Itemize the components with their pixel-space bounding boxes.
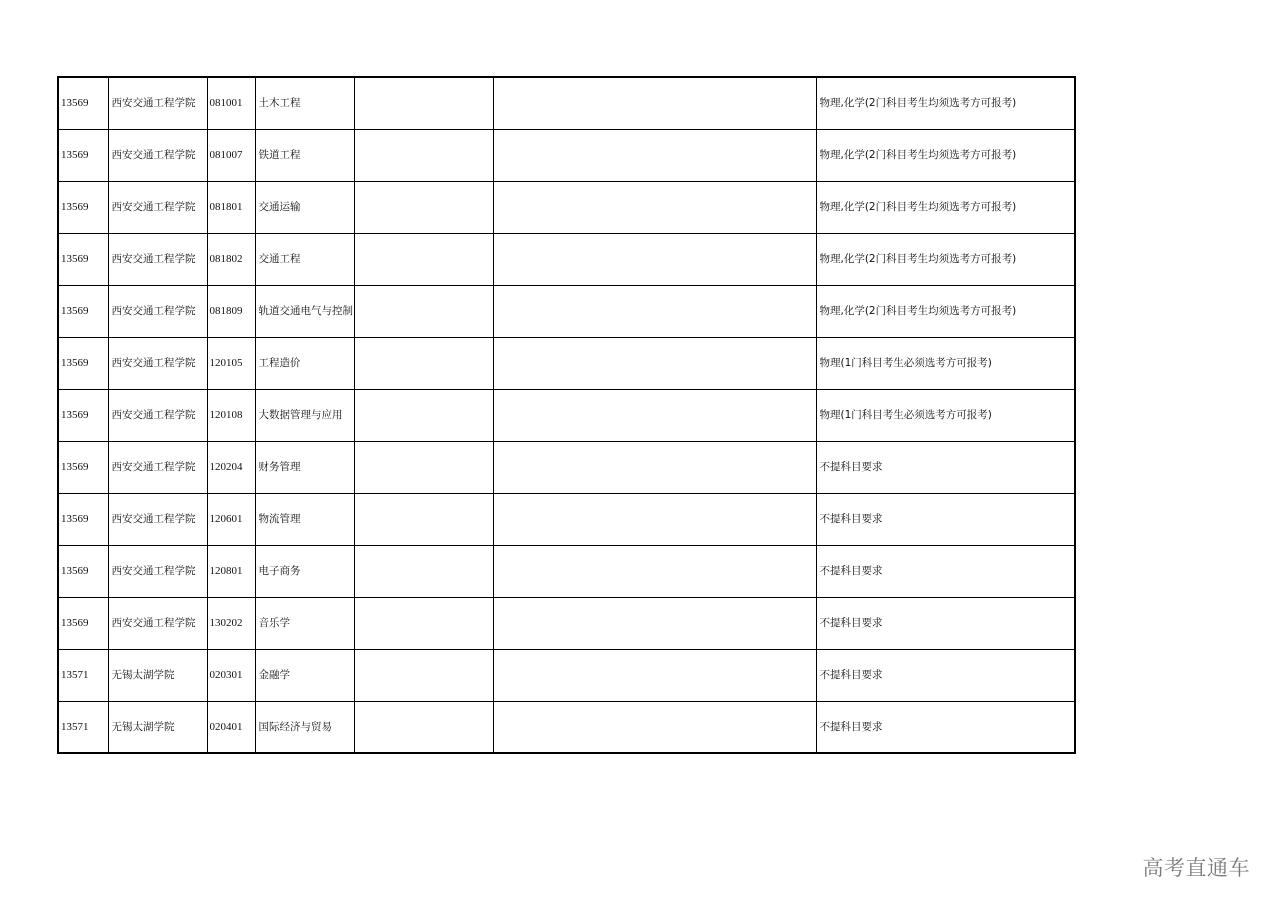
school-name-cell: 西安交通工程学院: [108, 337, 207, 389]
empty-cell: [354, 493, 493, 545]
table-row: [58, 441, 1075, 493]
empty-cell: [354, 233, 493, 285]
empty-cell: [493, 285, 816, 337]
subject-requirement-cell: 物理,化学(2门科目考生均须选考方可报考): [816, 129, 1075, 181]
subject-requirement-cell: 不提科目要求: [816, 649, 1075, 701]
table-row: [58, 545, 1075, 597]
empty-cell: [354, 597, 493, 649]
major-name-cell: 铁道工程: [255, 129, 354, 181]
empty-cell: [493, 701, 816, 753]
major-code-cell: 081007: [207, 129, 255, 181]
empty-cell: [354, 649, 493, 701]
major-name-cell: 工程造价: [255, 337, 354, 389]
table-row: [58, 337, 1075, 389]
empty-cell: [493, 233, 816, 285]
major-code-cell: 081801: [207, 181, 255, 233]
school-name-cell: 无锡太湖学院: [108, 701, 207, 753]
major-name-cell: 轨道交通电气与控制: [255, 285, 354, 337]
subject-requirement-cell: 物理(1门科目考生必须选考方可报考): [816, 337, 1075, 389]
table-row: [58, 597, 1075, 649]
subject-requirements-table: [57, 76, 1076, 754]
school-code-cell: 13569: [58, 597, 108, 649]
empty-cell: [493, 493, 816, 545]
school-name-cell: 西安交通工程学院: [108, 493, 207, 545]
major-name-cell: 财务管理: [255, 441, 354, 493]
major-code-cell: 081802: [207, 233, 255, 285]
empty-cell: [354, 129, 493, 181]
subject-requirement-cell: 物理,化学(2门科目考生均须选考方可报考): [816, 77, 1075, 129]
table-row: [58, 181, 1075, 233]
major-name-cell: 物流管理: [255, 493, 354, 545]
school-code-cell: 13569: [58, 285, 108, 337]
empty-cell: [354, 545, 493, 597]
major-code-cell: 081809: [207, 285, 255, 337]
subject-requirement-cell: 物理(1门科目考生必须选考方可报考): [816, 389, 1075, 441]
empty-cell: [354, 181, 493, 233]
major-name-cell: 电子商务: [255, 545, 354, 597]
major-name-cell: 交通工程: [255, 233, 354, 285]
school-code-cell: 13569: [58, 493, 108, 545]
school-name-cell: 西安交通工程学院: [108, 545, 207, 597]
subject-requirement-cell: 物理,化学(2门科目考生均须选考方可报考): [816, 181, 1075, 233]
table-body: [58, 77, 1075, 753]
table-row: [58, 701, 1075, 753]
empty-cell: [493, 337, 816, 389]
table-row: [58, 389, 1075, 441]
table-row: [58, 649, 1075, 701]
table-row: [58, 493, 1075, 545]
major-name-cell: 金融学: [255, 649, 354, 701]
major-code-cell: 120108: [207, 389, 255, 441]
school-code-cell: 13569: [58, 441, 108, 493]
table-row: [58, 233, 1075, 285]
empty-cell: [354, 285, 493, 337]
school-name-cell: 西安交通工程学院: [108, 233, 207, 285]
empty-cell: [354, 77, 493, 129]
empty-cell: [354, 389, 493, 441]
school-name-cell: 无锡太湖学院: [108, 649, 207, 701]
major-code-cell: 120801: [207, 545, 255, 597]
empty-cell: [354, 337, 493, 389]
school-code-cell: 13571: [58, 701, 108, 753]
school-name-cell: 西安交通工程学院: [108, 389, 207, 441]
major-code-cell: 020401: [207, 701, 255, 753]
empty-cell: [493, 77, 816, 129]
school-code-cell: 13569: [58, 181, 108, 233]
empty-cell: [354, 701, 493, 753]
school-name-cell: 西安交通工程学院: [108, 441, 207, 493]
subject-requirement-cell: 不提科目要求: [816, 493, 1075, 545]
empty-cell: [493, 649, 816, 701]
major-code-cell: 081001: [207, 77, 255, 129]
school-name-cell: 西安交通工程学院: [108, 129, 207, 181]
subject-requirement-cell: 不提科目要求: [816, 701, 1075, 753]
major-name-cell: 音乐学: [255, 597, 354, 649]
major-name-cell: 国际经济与贸易: [255, 701, 354, 753]
empty-cell: [493, 597, 816, 649]
empty-cell: [493, 129, 816, 181]
major-name-cell: 土木工程: [255, 77, 354, 129]
school-code-cell: 13571: [58, 649, 108, 701]
table-row: [58, 129, 1075, 181]
school-code-cell: 13569: [58, 77, 108, 129]
school-name-cell: 西安交通工程学院: [108, 597, 207, 649]
subject-requirement-cell: 不提科目要求: [816, 441, 1075, 493]
subject-requirement-cell: 不提科目要求: [816, 545, 1075, 597]
subject-requirement-cell: 物理,化学(2门科目考生均须选考方可报考): [816, 285, 1075, 337]
table-row: [58, 77, 1075, 129]
empty-cell: [493, 545, 816, 597]
empty-cell: [493, 181, 816, 233]
subject-requirement-cell: 不提科目要求: [816, 597, 1075, 649]
school-code-cell: 13569: [58, 389, 108, 441]
major-code-cell: 120204: [207, 441, 255, 493]
empty-cell: [493, 441, 816, 493]
major-code-cell: 120105: [207, 337, 255, 389]
major-code-cell: 020301: [207, 649, 255, 701]
school-code-cell: 13569: [58, 545, 108, 597]
empty-cell: [493, 389, 816, 441]
watermark-text: 高考直通车: [1142, 856, 1250, 880]
major-name-cell: 大数据管理与应用: [255, 389, 354, 441]
school-name-cell: 西安交通工程学院: [108, 181, 207, 233]
table-row: [58, 285, 1075, 337]
empty-cell: [354, 441, 493, 493]
school-code-cell: 13569: [58, 233, 108, 285]
school-code-cell: 13569: [58, 129, 108, 181]
subject-requirement-cell: 物理,化学(2门科目考生均须选考方可报考): [816, 233, 1075, 285]
school-name-cell: 西安交通工程学院: [108, 285, 207, 337]
major-name-cell: 交通运输: [255, 181, 354, 233]
major-code-cell: 120601: [207, 493, 255, 545]
major-code-cell: 130202: [207, 597, 255, 649]
school-code-cell: 13569: [58, 337, 108, 389]
school-name-cell: 西安交通工程学院: [108, 77, 207, 129]
